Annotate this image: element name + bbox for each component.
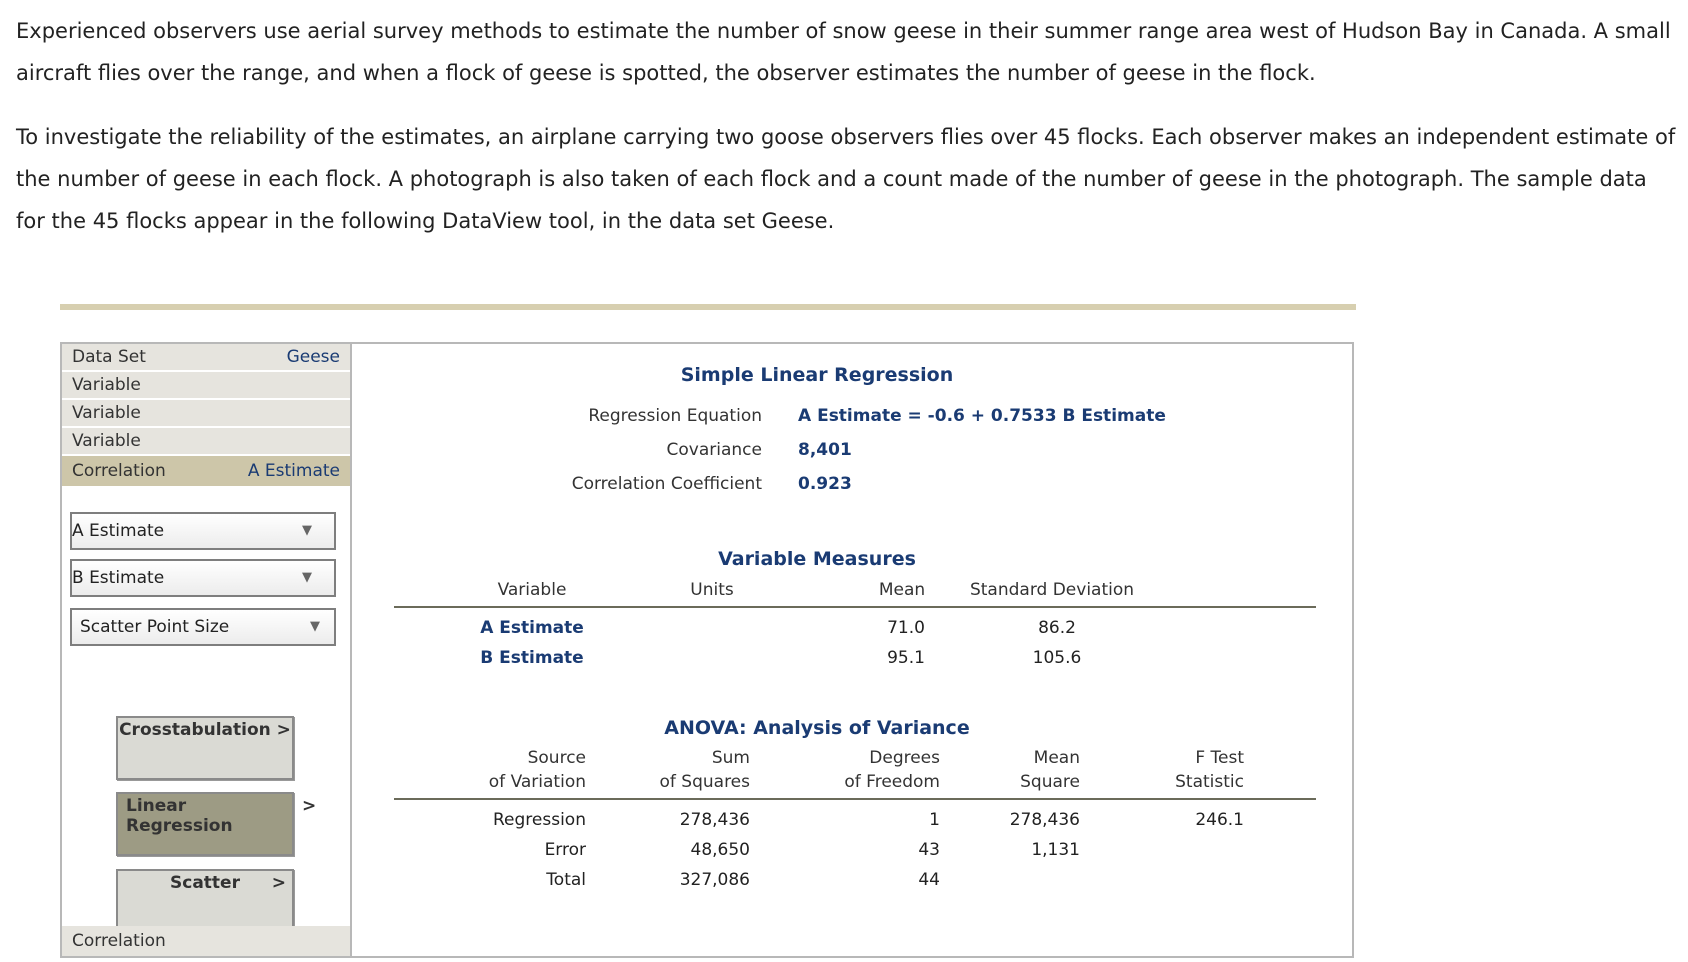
regression-equation-label: Regression Equation xyxy=(588,406,762,426)
correlation-coefficient-label: Correlation Coefficient xyxy=(571,474,762,494)
measures-row-sd: 86.2 xyxy=(1038,618,1076,638)
dropdown-arrow-icon: ▼ xyxy=(302,523,312,538)
header-degrees-freedom: of Freedom xyxy=(844,772,940,792)
select-value: Scatter Point Size xyxy=(80,617,230,637)
variable-row-1[interactable] xyxy=(62,372,350,400)
variable-label: Variable xyxy=(72,375,141,395)
left-panel xyxy=(62,344,352,956)
dataset-value[interactable]: Geese xyxy=(286,347,340,367)
linear-regression-arrow: > xyxy=(302,796,317,816)
header-source: Source xyxy=(527,748,586,768)
anova-row-df: 43 xyxy=(918,840,940,860)
header-sum-squares: of Squares xyxy=(659,772,750,792)
header-f-statistic: F Test xyxy=(1195,748,1244,768)
regression-equation-value: A Estimate = -0.6 + 0.7533 B Estimate xyxy=(798,406,1166,426)
anova-divider xyxy=(394,798,1316,800)
dataset-row[interactable] xyxy=(62,344,350,372)
anova-row-df: 1 xyxy=(929,810,940,830)
anova-row-ss: 48,650 xyxy=(690,840,750,860)
header-mean-square: Square xyxy=(1020,772,1080,792)
variable-row-2[interactable] xyxy=(62,400,350,428)
variable-row-3[interactable] xyxy=(62,428,350,456)
variable-select-b[interactable] xyxy=(70,559,336,597)
dropdown-arrow-icon: ▼ xyxy=(302,570,312,585)
variable-label: Variable xyxy=(72,431,141,451)
measures-divider xyxy=(394,606,1316,608)
measures-row-mean: 95.1 xyxy=(887,648,925,668)
header-standard-deviation: Standard Deviation xyxy=(969,580,1135,600)
dropdown-arrow-icon: ▼ xyxy=(310,619,320,634)
anova-row-ss: 327,086 xyxy=(679,870,750,890)
header-source: of Variation xyxy=(488,772,586,792)
header-units: Units xyxy=(690,580,734,600)
anova-row-ms: 278,436 xyxy=(1009,810,1080,830)
scatter-point-size-select[interactable] xyxy=(70,608,336,646)
button-label: Linear Regression xyxy=(126,796,233,836)
measures-row-sd: 105.6 xyxy=(1032,648,1082,668)
anova-row-source: Error xyxy=(544,840,586,860)
variable-select-a[interactable] xyxy=(70,512,336,550)
dataview-tool xyxy=(60,342,1354,958)
button-label: Crosstabulation > xyxy=(119,720,291,740)
regression-title: Simple Linear Regression xyxy=(680,364,954,386)
correlation-coefficient-value: 0.923 xyxy=(798,474,852,494)
correlation-value: A Estimate xyxy=(247,461,340,481)
measures-row-variable[interactable]: B Estimate xyxy=(480,648,584,668)
anova-row-df: 44 xyxy=(918,870,940,890)
header-f-statistic: Statistic xyxy=(1175,772,1244,792)
anova-title: ANOVA: Analysis of Variance xyxy=(664,717,970,739)
header-variable: Variable xyxy=(497,580,567,600)
anova-row-ms: 1,131 xyxy=(1031,840,1080,860)
results-panel xyxy=(352,344,1352,956)
select-value: B Estimate xyxy=(72,568,165,588)
linear-regression-button[interactable] xyxy=(116,792,294,856)
anova-row-source: Regression xyxy=(493,810,586,830)
covariance-label: Covariance xyxy=(666,440,762,460)
header-degrees-freedom: Degrees xyxy=(869,748,940,768)
intro-paragraph-1: Experienced observers use aerial survey methods to estimate the number of snow geese in their summer range area west of Hudson Bay in Canada. A small aircraft flies over the range, and when a flock of geese is spotted, the observer estimates the number of geese in the flock. xyxy=(16,19,1671,85)
measures-row-variable[interactable]: A Estimate xyxy=(480,618,584,638)
variable-measures-title: Variable Measures xyxy=(718,548,916,570)
variable-label: Variable xyxy=(72,403,141,423)
intro-paragraph-2: To investigate the reliability of the estimates, an airplane carrying two goose observers flies over 45 flocks. Each observer makes an independent estimate of the number of geese in each flock. A photograph is also taken of each flock and a count made of the number of geese in the photograph. The sample data for the 45 flocks appear in the following DataView tool, in the data set Geese. xyxy=(16,125,1676,233)
header-mean: Mean xyxy=(878,580,926,600)
scatter-arrow: > xyxy=(271,873,286,893)
correlation-label: Correlation xyxy=(72,461,166,481)
anova-row-source: Total xyxy=(546,870,586,890)
tool-top-bar xyxy=(60,304,1356,310)
crosstabulation-button[interactable] xyxy=(116,716,294,780)
problem-text xyxy=(16,10,1676,264)
header-mean-square: Mean xyxy=(1033,748,1080,768)
button-label: Scatter xyxy=(170,873,240,893)
covariance-value: 8,401 xyxy=(798,440,852,460)
header-sum-squares: Sum xyxy=(711,748,750,768)
anova-row-f: 246.1 xyxy=(1195,810,1244,830)
scatter-button[interactable] xyxy=(116,869,294,933)
dataset-label: Data Set xyxy=(72,347,146,367)
footer-label: Correlation xyxy=(72,931,166,951)
anova-row-ss: 278,436 xyxy=(679,810,750,830)
select-value: A Estimate xyxy=(72,521,165,541)
correlation-row[interactable] xyxy=(62,456,350,488)
measures-row-mean: 71.0 xyxy=(887,618,925,638)
correlation-footer xyxy=(62,926,350,956)
